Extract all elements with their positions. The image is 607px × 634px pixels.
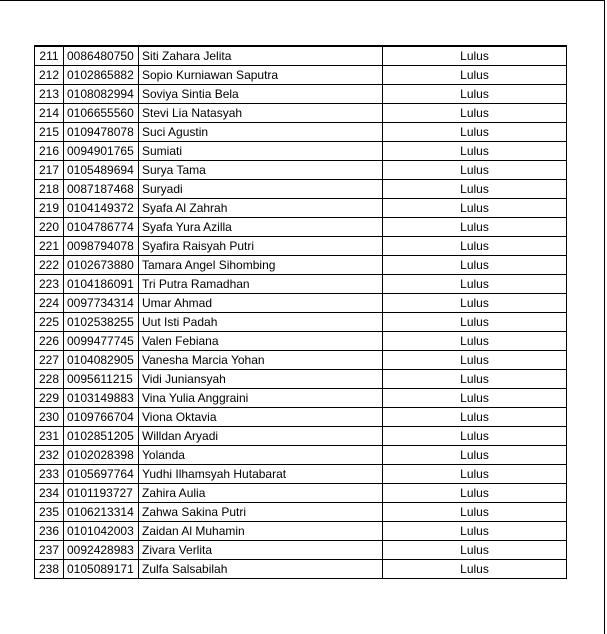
status-text: Lulus	[383, 46, 567, 66]
student-name: Stevi Lia Natasyah	[139, 104, 383, 123]
status-text: Lulus	[383, 332, 567, 351]
row-number: 237	[35, 541, 64, 560]
row-number: 229	[35, 389, 64, 408]
student-name: Syafira Raisyah Putri	[139, 237, 383, 256]
status-text: Lulus	[383, 104, 567, 123]
table-row	[35, 218, 567, 237]
status-text: Lulus	[383, 389, 567, 408]
student-name: Viona Oktavia	[139, 408, 383, 427]
student-id: 0087187468	[64, 180, 139, 199]
student-id: 0104786774	[64, 218, 139, 237]
student-id: 0101042003	[64, 522, 139, 541]
table-row	[35, 46, 567, 66]
status-text: Lulus	[383, 218, 567, 237]
student-id: 0099477745	[64, 332, 139, 351]
row-number: 223	[35, 275, 64, 294]
student-name: Umar Ahmad	[139, 294, 383, 313]
student-name: Siti Zahara Jelita	[139, 46, 383, 66]
student-name: Valen Febiana	[139, 332, 383, 351]
table-row	[35, 199, 567, 218]
row-number: 233	[35, 465, 64, 484]
status-text: Lulus	[383, 408, 567, 427]
table-row	[35, 161, 567, 180]
row-number: 227	[35, 351, 64, 370]
student-id: 0102538255	[64, 313, 139, 332]
table-row	[35, 408, 567, 427]
student-name: Uut Isti Padah	[139, 313, 383, 332]
table-row	[35, 313, 567, 332]
status-text: Lulus	[383, 180, 567, 199]
student-name: Sopio Kurniawan Saputra	[139, 66, 383, 85]
table-row	[35, 123, 567, 142]
table-row	[35, 560, 567, 579]
student-id: 0105089171	[64, 560, 139, 579]
row-number: 216	[35, 142, 64, 161]
student-id: 0095611215	[64, 370, 139, 389]
table-row	[35, 522, 567, 541]
student-name: Suryadi	[139, 180, 383, 199]
student-id: 0109766704	[64, 408, 139, 427]
table-row	[35, 85, 567, 104]
status-text: Lulus	[383, 522, 567, 541]
student-id: 0102028398	[64, 446, 139, 465]
table-row	[35, 351, 567, 370]
student-id: 0086480750	[64, 46, 139, 66]
student-id: 0104082905	[64, 351, 139, 370]
student-id: 0098794078	[64, 237, 139, 256]
row-number: 230	[35, 408, 64, 427]
row-number: 213	[35, 85, 64, 104]
table-row	[35, 332, 567, 351]
row-number: 231	[35, 427, 64, 446]
row-number: 219	[35, 199, 64, 218]
row-number: 211	[35, 46, 64, 66]
student-id: 0094901765	[64, 142, 139, 161]
student-name: Surya Tama	[139, 161, 383, 180]
student-id: 0092428983	[64, 541, 139, 560]
status-text: Lulus	[383, 351, 567, 370]
student-name: Zahwa Sakina Putri	[139, 503, 383, 522]
student-id: 0097734314	[64, 294, 139, 313]
student-id: 0106655560	[64, 104, 139, 123]
row-number: 215	[35, 123, 64, 142]
student-id: 0102851205	[64, 427, 139, 446]
row-number: 214	[35, 104, 64, 123]
status-text: Lulus	[383, 275, 567, 294]
row-number: 222	[35, 256, 64, 275]
row-number: 217	[35, 161, 64, 180]
table-row	[35, 104, 567, 123]
student-id: 0108082994	[64, 85, 139, 104]
table-row	[35, 446, 567, 465]
status-text: Lulus	[383, 503, 567, 522]
student-name: Yudhi Ilhamsyah Hutabarat	[139, 465, 383, 484]
row-number: 235	[35, 503, 64, 522]
status-text: Lulus	[383, 199, 567, 218]
student-id: 0106213314	[64, 503, 139, 522]
table-row	[35, 237, 567, 256]
student-id: 0103149883	[64, 389, 139, 408]
row-number: 226	[35, 332, 64, 351]
student-id: 0101193727	[64, 484, 139, 503]
status-text: Lulus	[383, 313, 567, 332]
student-name: Soviya Sintia Bela	[139, 85, 383, 104]
student-name: Tamara Angel Sihombing	[139, 256, 383, 275]
table-row	[35, 66, 567, 85]
row-number: 238	[35, 560, 64, 579]
status-text: Lulus	[383, 446, 567, 465]
student-id: 0105697764	[64, 465, 139, 484]
status-text: Lulus	[383, 427, 567, 446]
student-name: Zivara Verlita	[139, 541, 383, 560]
table-row	[35, 142, 567, 161]
student-name: Yolanda	[139, 446, 383, 465]
status-text: Lulus	[383, 85, 567, 104]
status-text: Lulus	[383, 294, 567, 313]
table-row	[35, 389, 567, 408]
student-name: Vina Yulia Anggraini	[139, 389, 383, 408]
row-number: 225	[35, 313, 64, 332]
student-name: Sumiati	[139, 142, 383, 161]
student-name: Syafa Yura Azilla	[139, 218, 383, 237]
row-number: 212	[35, 66, 64, 85]
student-name: Vidi Juniansyah	[139, 370, 383, 389]
row-number: 236	[35, 522, 64, 541]
row-number: 218	[35, 180, 64, 199]
status-text: Lulus	[383, 66, 567, 85]
table-row	[35, 370, 567, 389]
student-name: Tri Putra Ramadhan	[139, 275, 383, 294]
student-name: Willdan Aryadi	[139, 427, 383, 446]
table-row	[35, 541, 567, 560]
student-name: Vanesha Marcia Yohan	[139, 351, 383, 370]
row-number: 220	[35, 218, 64, 237]
status-text: Lulus	[383, 484, 567, 503]
row-number: 234	[35, 484, 64, 503]
table-row	[35, 427, 567, 446]
student-id: 0105489694	[64, 161, 139, 180]
status-text: Lulus	[383, 370, 567, 389]
status-text: Lulus	[383, 123, 567, 142]
status-text: Lulus	[383, 256, 567, 275]
student-id: 0104186091	[64, 275, 139, 294]
row-number: 232	[35, 446, 64, 465]
status-text: Lulus	[383, 465, 567, 484]
student-id: 0102865882	[64, 66, 139, 85]
student-id: 0104149372	[64, 199, 139, 218]
status-text: Lulus	[383, 237, 567, 256]
results-table	[34, 45, 567, 579]
student-id: 0109478078	[64, 123, 139, 142]
row-number: 224	[35, 294, 64, 313]
results-table-body	[35, 46, 567, 579]
student-id: 0102673880	[64, 256, 139, 275]
status-text: Lulus	[383, 560, 567, 579]
student-name: Zaidan Al Muhamin	[139, 522, 383, 541]
table-row	[35, 484, 567, 503]
student-name: Zahira Aulia	[139, 484, 383, 503]
row-number: 228	[35, 370, 64, 389]
table-row	[35, 256, 567, 275]
table-row	[35, 503, 567, 522]
table-row	[35, 180, 567, 199]
table-row	[35, 275, 567, 294]
table-row	[35, 465, 567, 484]
row-number: 221	[35, 237, 64, 256]
status-text: Lulus	[383, 161, 567, 180]
student-name: Zulfa Salsabilah	[139, 560, 383, 579]
table-row	[35, 294, 567, 313]
student-name: Syafa Al Zahrah	[139, 199, 383, 218]
status-text: Lulus	[383, 142, 567, 161]
status-text: Lulus	[383, 541, 567, 560]
student-name: Suci Agustin	[139, 123, 383, 142]
